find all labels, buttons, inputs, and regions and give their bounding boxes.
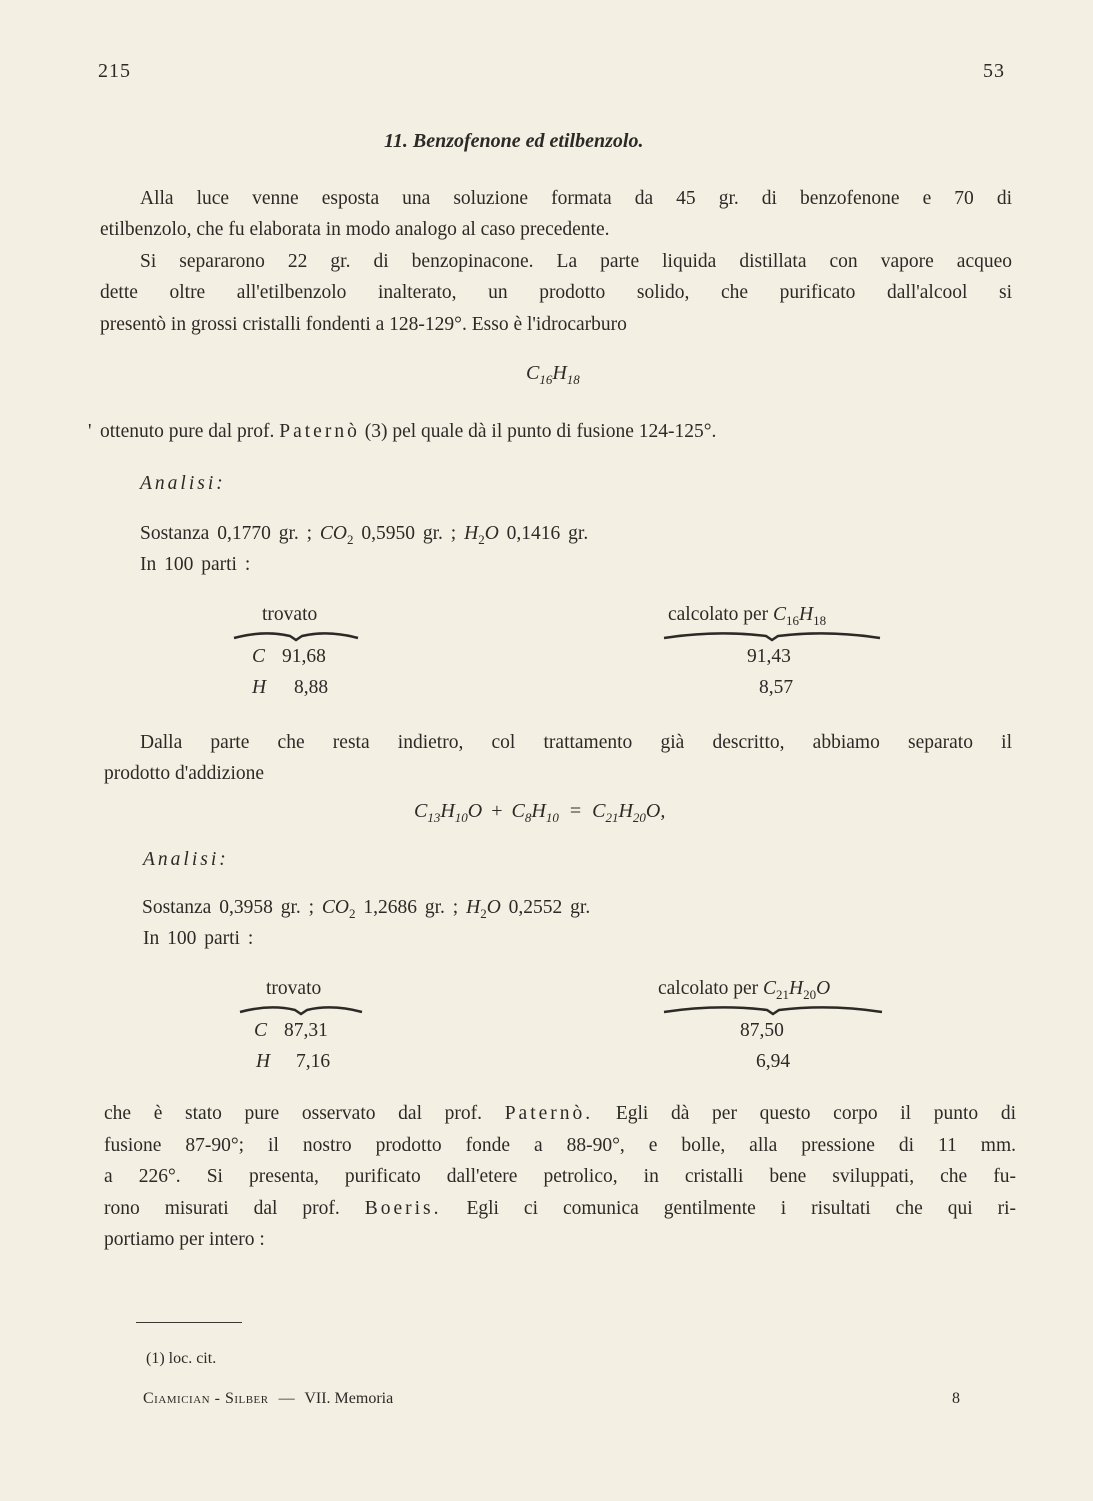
table2-found-brace [238,1002,364,1016]
analysis2-parts: In 100 parti : [143,928,254,949]
margin-mark: ' [88,421,92,442]
para2-line2: dette oltre all'etilbenzolo inalterato, un prodotto solido, che purificato dall'alcool si [100,282,1012,303]
formula-c16h18: $C_{16}H_{18}$ [526,362,580,387]
para5-line5: portiamo per intero : [104,1229,265,1250]
left-page-number: 215 [98,60,131,82]
author-name-boeris: Boeris. [364,1198,442,1219]
table1-row1-element: C [252,646,266,667]
table1-found-header: trovato [262,604,318,625]
table1-calc-brace [662,628,882,642]
table1-row1-found: 91,68 [282,646,326,667]
table2-row1-calc: 87,50 [740,1020,784,1041]
right-page-number: 53 [983,60,1005,82]
analisi-heading-2: Analisi: [143,849,229,870]
para5-line3: a 226°. Si presenta, purificato dall'etere petrolico, in cristalli bene sviluppati, che fu- [104,1166,1016,1187]
section-title: 11. Benzofenone ed etilbenzolo. [384,130,644,152]
table2-row1-element: C [254,1020,268,1041]
table2-row2-found: 7,16 [296,1051,331,1072]
footnote-rule [136,1322,242,1323]
para2-line3: presentò in grossi cristalli fondenti a 128-129°. Esso è l'idrocarburo [100,314,627,335]
table2-row2-calc: 6,94 [756,1051,791,1072]
formula-addition-reaction: $C_{13}H_{10}O + C_8H_{10} = C_{21}H_{20}O$, [414,800,666,825]
footnote: (1) loc. cit. [146,1350,217,1367]
table1-row2-found: 8,88 [294,677,329,698]
table1-row2-element: H [252,677,267,698]
footer-sheet-number: 8 [952,1390,960,1407]
table2-found-header: trovato [266,978,322,999]
para5-line4: rono misurati dal prof. Boeris. Egli ci comunica gentilmente i risultati che qui ri- [104,1198,1016,1219]
para5-line2: fusione 87-90°; il nostro prodotto fonde a 88-90°, e bolle, alla pressione di 11 mm. [104,1135,1016,1156]
analysis1-line: Sostanza 0,1770 gr. ; $CO_2$ 0,5950 gr. ; $H_2O$ 0,1416 gr. [140,523,589,547]
analysis2-line: Sostanza 0,3958 gr. ; $CO_2$ 1,2686 gr. ; $H_2O$ 0,2552 gr. [142,897,591,921]
para1-line1: Alla luce venne esposta una soluzione formata da 45 gr. di benzofenone e 70 di [140,188,1012,209]
footer-signature: Ciamician - Silber — VII. Memoria [143,1390,394,1407]
table1-found-brace [232,628,360,642]
para4-line1: Dalla parte che resta indietro, col trattamento già descritto, abbiamo separato il [140,732,1012,753]
author-name-paterno: Paternò [279,421,360,442]
para4-line2: prodotto d'addizione [104,763,265,784]
author-name-paterno-2: Paternò. [504,1103,594,1124]
table1-row2-calc: 8,57 [759,677,794,698]
para1-line2: etilbenzolo, che fu elaborata in modo analogo al caso precedente. [100,219,610,240]
table1-row1-calc: 91,43 [747,646,791,667]
table2-row1-found: 87,31 [284,1020,328,1041]
table2-calc-header: calcolato per $C_{21}H_{20}O$ [658,978,831,1002]
table2-row2-element: H [256,1051,271,1072]
para2-line1: Si separarono 22 gr. di benzopinacone. La parte liquida distillata con vapore acqueo [140,251,1012,272]
analysis1-parts: In 100 parti : [140,554,251,575]
analisi-heading-1: Analisi: [140,473,226,494]
table1-calc-header: calcolato per $C_{16}H_{18}$ [668,604,827,628]
table2-calc-brace [662,1002,884,1016]
para5-line1: che è stato pure osservato dal prof. Paternò. Egli dà per questo corpo il punto di [104,1103,1016,1124]
para3-line: ottenuto pure dal prof. Paternò (3) pel quale dà il punto di fusione 124-125°. [100,421,717,442]
